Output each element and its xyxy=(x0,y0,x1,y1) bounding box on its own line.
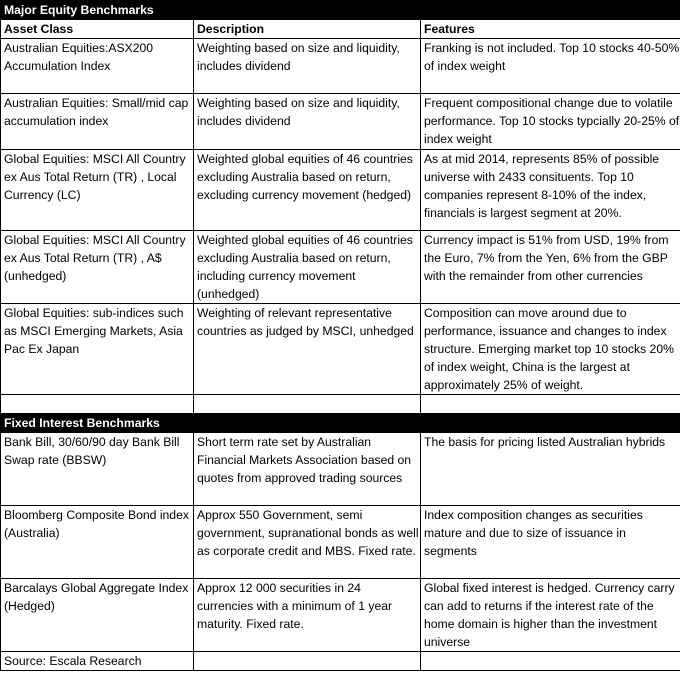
table-row xyxy=(1,94,680,150)
table-row xyxy=(1,39,680,94)
description-cell: Weighted global equities of 46 countries excluding Australia based on return, including currency movement (unhedged) xyxy=(194,231,421,304)
asset-class-cell: Global Equities: MSCI All Country ex Aus Total Return (TR) , A$ (unhedged) xyxy=(1,231,194,304)
description-cell: Weighting based on size and liquidity, includes dividend xyxy=(194,39,421,94)
table-row xyxy=(1,150,680,231)
empty-cell xyxy=(194,652,421,671)
source-note: Source: Escala Research xyxy=(1,652,194,671)
features-cell: Currency impact is 51% from USD, 19% from the Euro, 7% from the Yen, 6% from the GBP with the remainder from other currencies xyxy=(421,231,680,304)
source-row xyxy=(1,652,680,671)
asset-class-cell: Bloomberg Composite Bond index (Australia) xyxy=(1,506,194,579)
table-row xyxy=(1,304,680,395)
description-cell: Weighting of relevant representative countries as judged by MSCI, unhedged xyxy=(194,304,421,395)
features-cell: Global fixed interest is hedged. Currency carry can add to returns if the interest rate of the home domain is higher than the investment universe xyxy=(421,579,680,652)
features-cell: The basis for pricing listed Australian hybrids xyxy=(421,433,680,506)
empty-cell xyxy=(1,395,194,414)
spacer-row xyxy=(1,395,680,414)
table-row xyxy=(1,506,680,579)
features-cell: Composition can move around due to performance, issuance and changes to index structure. Emerging market top 10 stocks 20% of index weight, China is the largest at approximately 25% of weight. xyxy=(421,304,680,395)
asset-class-cell: Australian Equities:ASX200 Accumulation Index xyxy=(1,39,194,94)
description-cell: Weighting based on size and liquidity, includes dividend xyxy=(194,94,421,150)
section-title: Fixed Interest Benchmarks xyxy=(1,414,680,433)
asset-class-cell: Global Equities: sub-indices such as MSCI Emerging Markets, Asia Pac Ex Japan xyxy=(1,304,194,395)
section-header-fixed-interest xyxy=(1,414,680,433)
asset-class-cell: Global Equities: MSCI All Country ex Aus Total Return (TR) , Local Currency (LC) xyxy=(1,150,194,231)
features-cell: Franking is not included. Top 10 stocks 40-50% of index weight xyxy=(421,39,680,94)
features-cell: Frequent compositional change due to volatile performance. Top 10 stocks typcially 20-25% of index weight xyxy=(421,94,680,150)
description-cell: Approx 12 000 securities in 24 currencies with a minimum of 1 year maturity. Fixed rate. xyxy=(194,579,421,652)
column-header-features: Features xyxy=(421,20,680,39)
table-row xyxy=(1,433,680,506)
table-row xyxy=(1,579,680,652)
empty-cell xyxy=(194,395,421,414)
asset-class-cell: Barcalays Global Aggregate Index (Hedged) xyxy=(1,579,194,652)
features-cell: Index composition changes as securities mature and due to size of issuance in segments xyxy=(421,506,680,579)
column-header-row xyxy=(1,20,680,39)
table-row xyxy=(1,231,680,304)
asset-class-cell: Australian Equities: Small/mid cap accumulation index xyxy=(1,94,194,150)
section-title: Major Equity Benchmarks xyxy=(1,1,680,20)
description-cell: Weighted global equities of 46 countries excluding Australia based on return, excluding currency movement (hedged) xyxy=(194,150,421,231)
description-cell: Short term rate set by Australian Financial Markets Association based on quotes from approved trading sources xyxy=(194,433,421,506)
column-header-asset-class: Asset Class xyxy=(1,20,194,39)
description-cell: Approx 550 Government, semi government, supranational bonds as well as corporate credit and MBS. Fixed rate. xyxy=(194,506,421,579)
column-header-description: Description xyxy=(194,20,421,39)
section-header-equity xyxy=(1,1,680,20)
asset-class-cell: Bank Bill, 30/60/90 day Bank Bill Swap rate (BBSW) xyxy=(1,433,194,506)
empty-cell xyxy=(421,652,680,671)
features-cell: As at mid 2014, represents 85% of possible universe with 2433 consituents. Top 10 companies represent 8-10% of the index, financials is largest segment at 20%. xyxy=(421,150,680,231)
empty-cell xyxy=(421,395,680,414)
